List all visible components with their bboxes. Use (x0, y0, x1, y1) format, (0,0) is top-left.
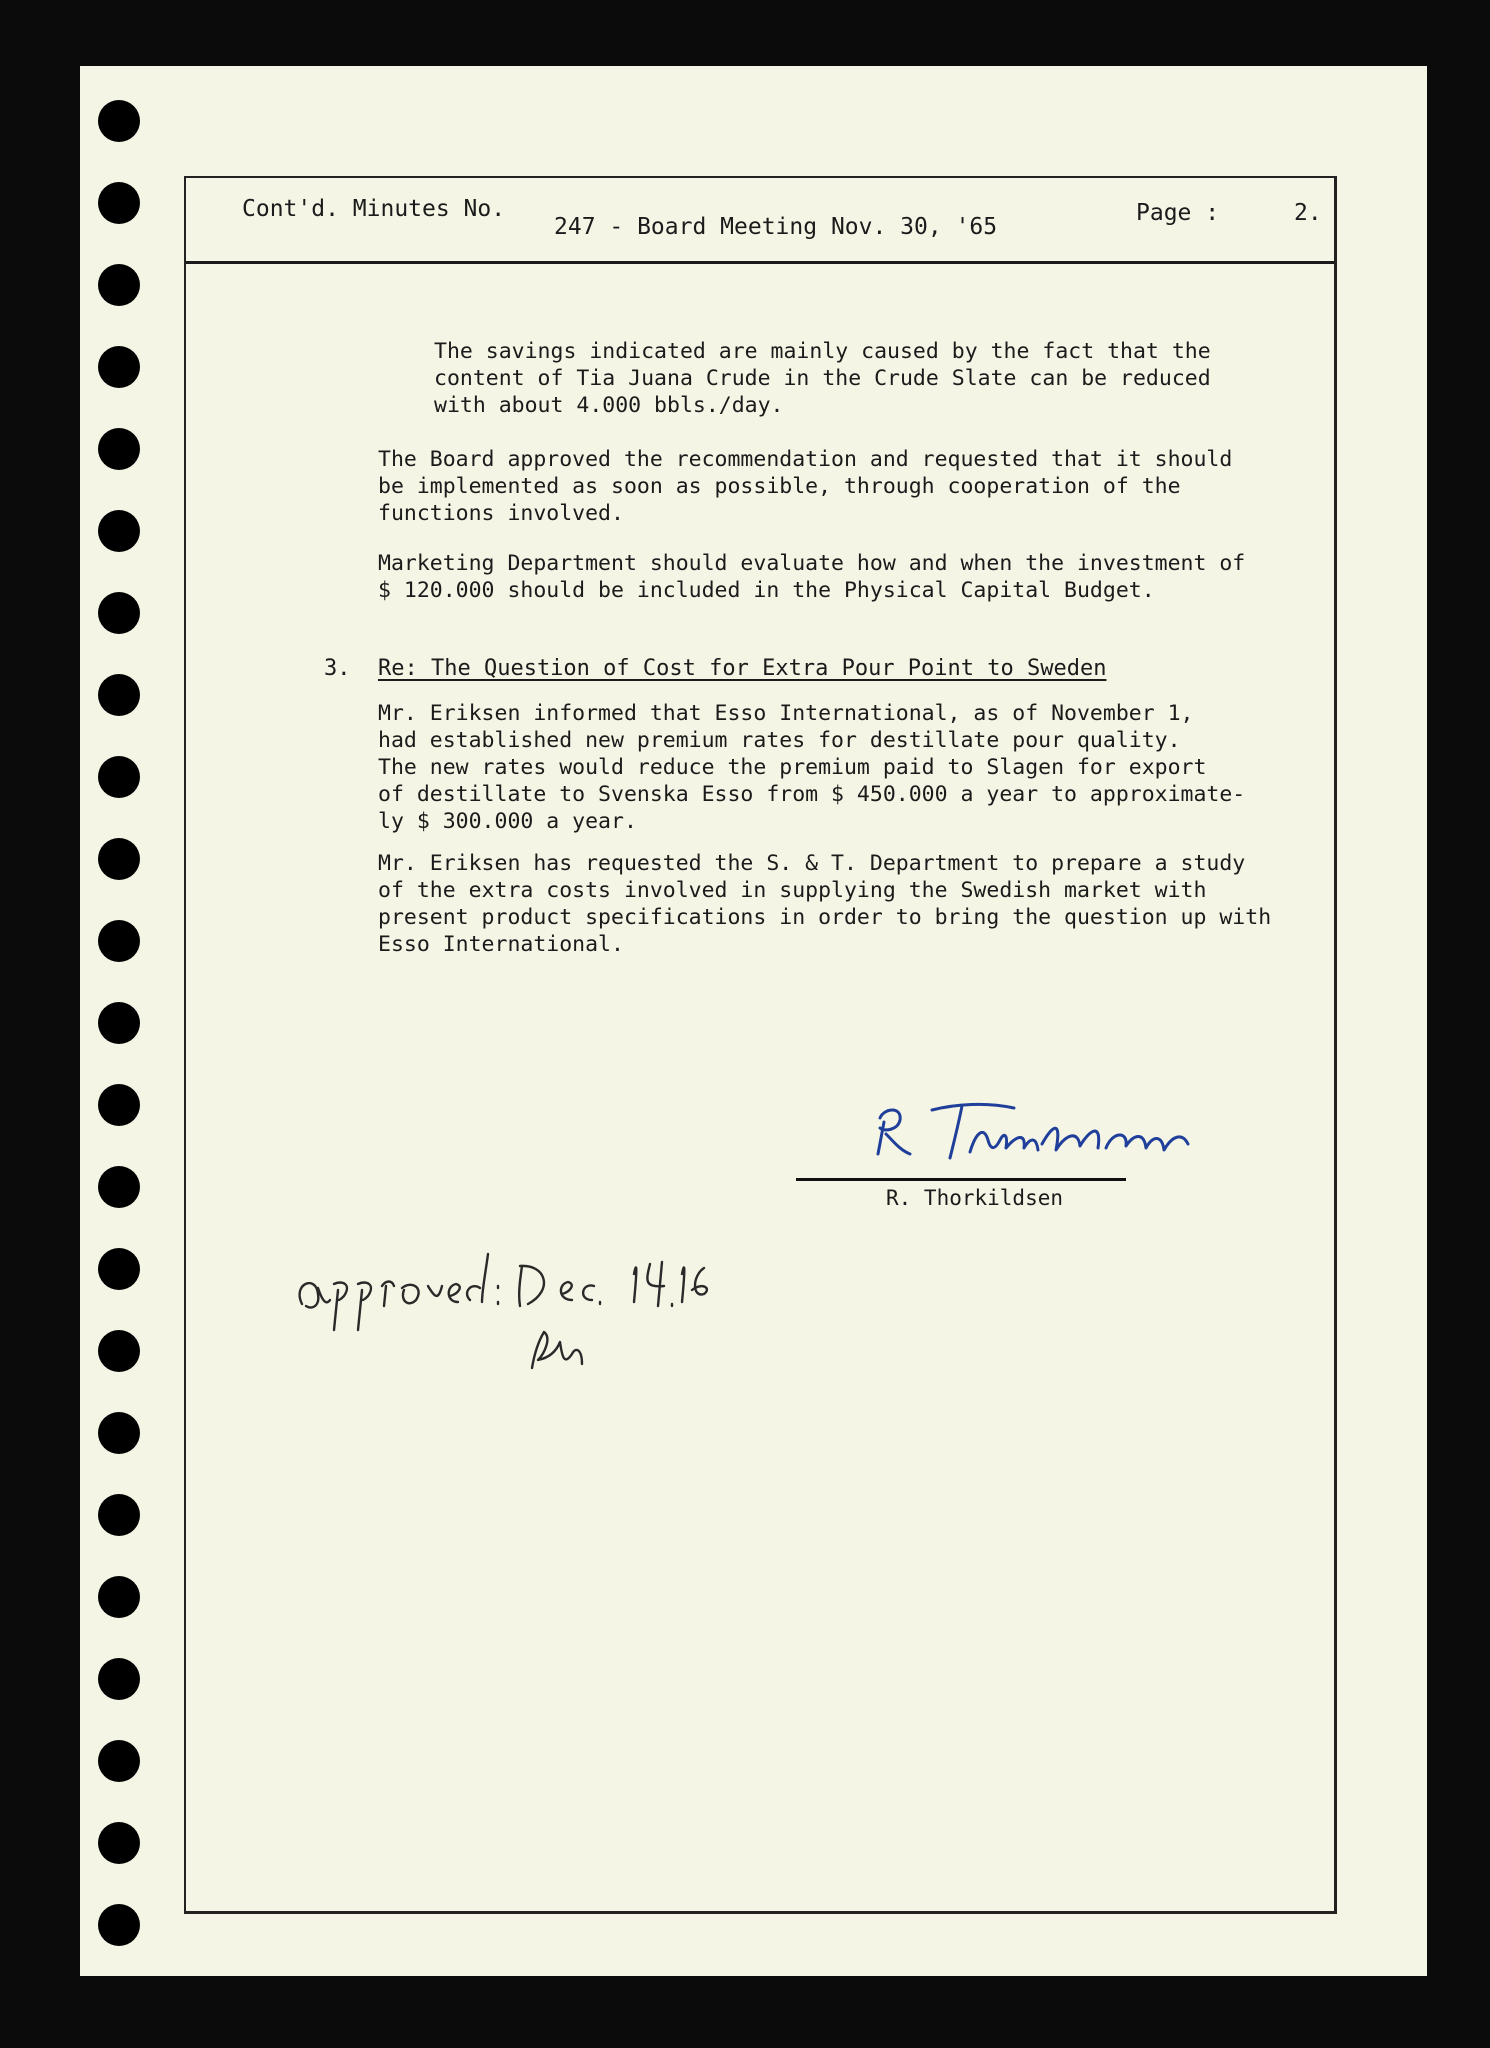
binder-hole (98, 756, 140, 798)
binder-hole (98, 1494, 140, 1536)
binder-hole (98, 100, 140, 142)
paragraph-eriksen-rates: Mr. Eriksen informed that Esso International, as of November 1, had established new premium rates for destillate pour quality. The new rates would reduce the premium paid to Slagen for export of destillate to Svenska Esso from $ 450.000 a year to approximate- ly $ 300.000 a year. (378, 701, 1246, 834)
page-number: 2. (1294, 200, 1322, 226)
item-heading: Re: The Question of Cost for Extra Pour Point to Sweden (378, 656, 1107, 681)
binder-hole (98, 1412, 140, 1454)
binder-hole (98, 1002, 140, 1044)
binder-hole (98, 346, 140, 388)
binder-hole (98, 1576, 140, 1618)
document-page (80, 66, 1427, 1976)
binder-hole (98, 1084, 140, 1126)
binder-hole (98, 182, 140, 224)
signature-image (866, 1096, 1196, 1176)
paragraph-board-approval: The Board approved the recommendation and requested that it should be implemented as soon as possible, through cooperation of the functions involved. (378, 447, 1233, 526)
binder-hole (98, 1248, 140, 1290)
binder-hole (98, 1904, 140, 1946)
binder-hole (98, 428, 140, 470)
minutes-label: Cont'd. Minutes No. (242, 196, 506, 222)
binder-hole (98, 510, 140, 552)
paragraph-marketing: Marketing Department should evaluate how and when the investment of $ 120.000 should be included in the Physical Capital Budget. (378, 551, 1246, 603)
paragraph-eriksen-study: Mr. Eriksen has requested the S. & T. Department to prepare a study of the extra costs involved in supplying the Swedish market with present product specifications in order to bring the question up with Esso International. (378, 851, 1272, 957)
binder-hole (98, 264, 140, 306)
paragraph-savings: The savings indicated are mainly caused by the fact that the content of Tia Juana Crude in the Crude Slate can be reduced with about 4.000 bbls./day. (434, 339, 1211, 418)
meeting-title: 247 - Board Meeting Nov. 30, '65 (554, 214, 998, 240)
binder-hole (98, 1330, 140, 1372)
binder-hole (98, 1166, 140, 1208)
binder-hole (98, 1822, 140, 1864)
item-number: 3. (324, 656, 351, 681)
page-label: Page : (1136, 200, 1220, 226)
binder-hole (98, 920, 140, 962)
binder-hole (98, 838, 140, 880)
approval-handwriting (282, 1230, 722, 1400)
binder-hole (98, 592, 140, 634)
minutes-header (186, 178, 1334, 264)
binder-hole (98, 1740, 140, 1782)
binder-hole (98, 674, 140, 716)
signatory-name: R. Thorkildsen (886, 1186, 1064, 1210)
minutes-frame (184, 176, 1337, 1914)
binder-hole (98, 1658, 140, 1700)
signature-line (796, 1178, 1126, 1181)
